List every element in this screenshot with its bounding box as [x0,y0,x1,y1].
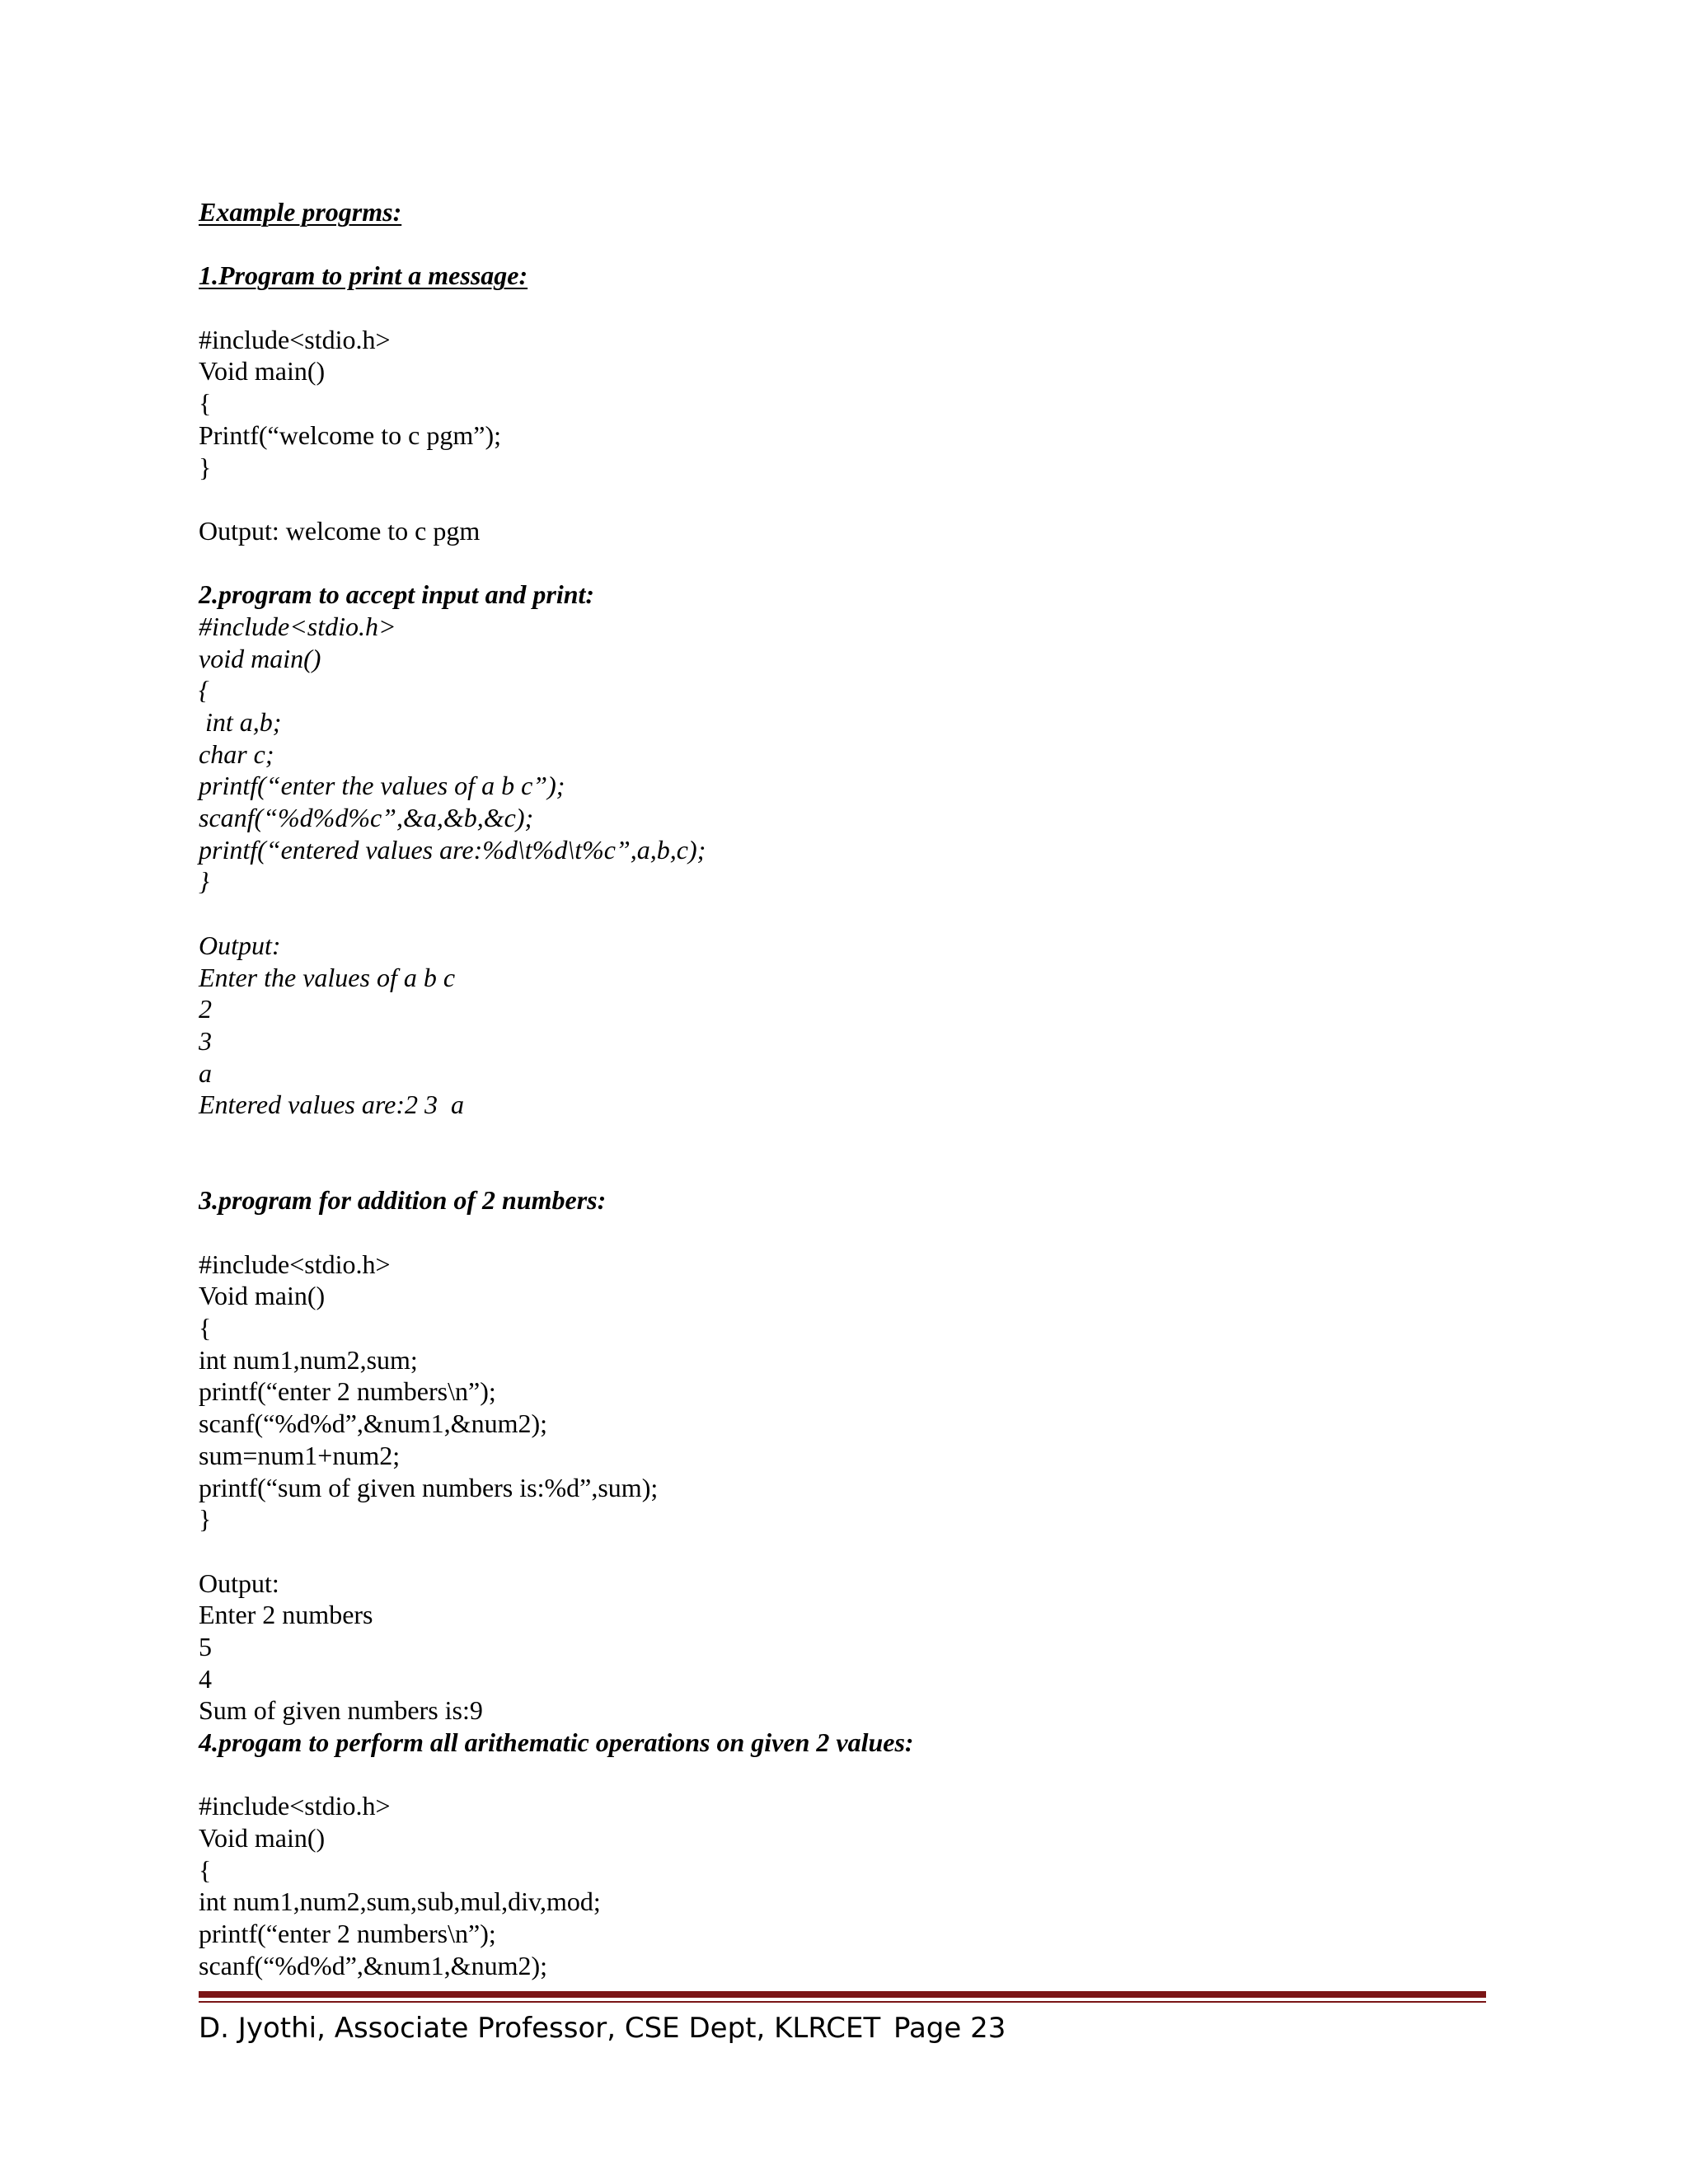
blank-line [199,1759,1484,1791]
code-line: 5 [199,1631,212,1661]
code-line: scanf(“%d%d%c”,&a,&b,&c); [199,803,534,833]
blank-line [199,292,1484,324]
code-line: { [199,675,209,705]
code-line: printf(“enter 2 numbers\n”); [199,1919,496,1949]
section-heading: 3.program for addition of 2 numbers: [199,1185,607,1216]
code-line: Void main() [199,1281,326,1311]
page-body [199,196,1484,1982]
code-line: int num1,num2,sum,sub,mul,div,mod; [199,1886,601,1917]
footer-page-number: Page 23 [893,2012,1006,2045]
code-line: Enter 2 numbers [199,1600,373,1630]
section-heading: 4.progam to perform all arithematic operations on given 2 values: [199,1727,914,1757]
section-heading: 2.program to accept input and print: [199,579,595,610]
code-line: printf(“entered values are:%d\t%d\t%c”,a,b,c); [199,834,706,865]
code-line: int a,b; [199,707,282,737]
blank-line [199,1216,1484,1249]
blank-line [199,1535,1484,1568]
footer-rule-thick [199,1991,1486,1998]
code-line: printf(“enter the values of a b c”); [199,771,565,801]
code-line: #include<stdio.h> [199,324,391,354]
section-heading: Example progrms: [199,197,402,227]
code-line: printf(“enter 2 numbers\n”); [199,1376,496,1407]
code-line: { [199,1854,212,1885]
code-line: 3 [199,1025,212,1056]
footer-author: D. Jyothi, Associate Professor, CSE Dept, KLRCET [199,2012,881,2045]
code-line: Enter the values of a b c [199,962,456,992]
code-line: Void main() [199,356,326,387]
code-line: scanf(“%d%d”,&num1,&num2); [199,1950,547,1980]
code-line: Output: [199,930,281,960]
code-line: void main() [199,643,321,673]
code-line: #include<stdio.h> [199,1249,391,1279]
code-line: 2 [199,994,212,1024]
blank-line [199,228,1484,260]
code-line: 4 [199,1663,212,1694]
code-line: a [199,1057,212,1088]
blank-line [199,483,1484,515]
code-line: } [199,866,209,897]
code-line: int num1,num2,sum; [199,1344,418,1375]
blank-line [199,1153,1484,1185]
code-line: #include<stdio.h> [199,611,396,641]
code-line: Void main() [199,1823,326,1854]
code-line: { [199,388,212,419]
code-line: Output: welcome to c pgm [199,515,481,546]
section-heading: 1.Program to print a message: [199,260,528,291]
code-line: } [199,452,212,482]
code-line: Output: [199,1568,279,1598]
code-line: scanf(“%d%d”,&num1,&num2); [199,1408,547,1439]
code-line: printf(“sum of given numbers is:%d”,sum); [199,1472,659,1502]
code-line: } [199,1504,212,1535]
code-line: #include<stdio.h> [199,1791,391,1821]
code-line: sum=num1+num2; [199,1440,401,1470]
code-line: char c; [199,738,274,769]
code-line: Entered values are:2 3 a [199,1090,464,1120]
blank-line [199,547,1484,579]
code-line: Sum of given numbers is:9 [199,1695,483,1726]
blank-line [199,898,1484,930]
code-line: { [199,1313,212,1343]
code-line: Printf(“welcome to c pgm”); [199,419,501,450]
footer-rule-thin [199,2001,1486,2003]
blank-line [199,1121,1484,1153]
